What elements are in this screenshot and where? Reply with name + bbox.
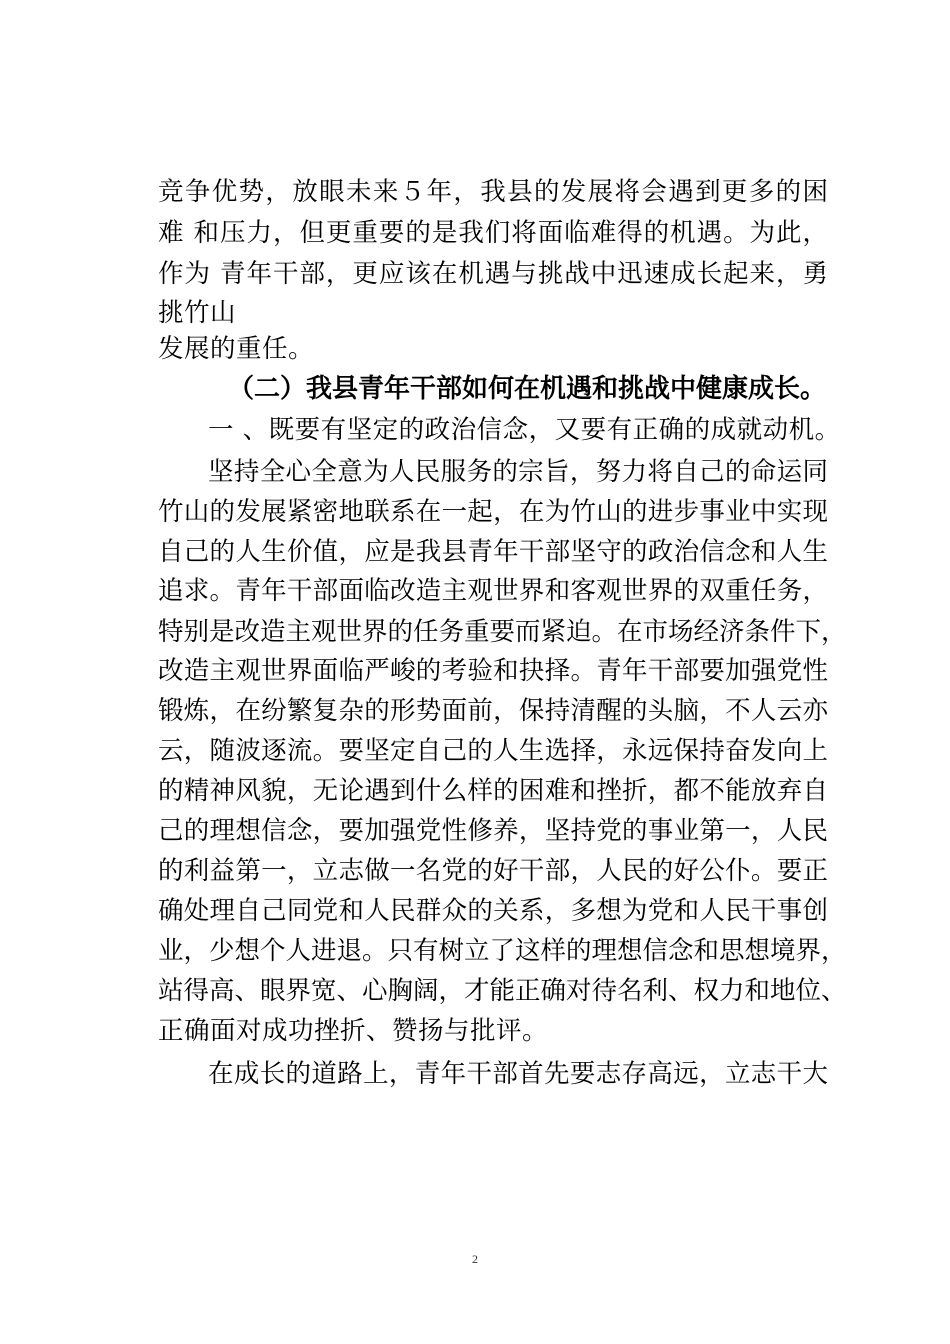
body-text-line: 追求。青年干部面临改造主观世界和客观世界的双重任务，	[158, 576, 828, 606]
body-text-line: 在成长的道路上，青年干部首先要志存高远，立志干大	[208, 1059, 828, 1089]
body-text-line: 难 和压力，但更重要的是我们将面临难得的机遇。为此，	[158, 218, 828, 248]
body-text-line: 发展的重任。	[158, 334, 315, 364]
body-text-line: 竹山的发展紧密地联系在一起，在为竹山的进步事业中实现	[158, 497, 828, 527]
body-text-line: 的利益第一，立志做一名党的好干部，人民的好公仆。要正	[158, 856, 828, 886]
body-text-line: 己的理想信念，要加强党性修养，坚持党的事业第一，人民	[158, 816, 828, 846]
body-text-line: 挑竹山	[158, 298, 237, 328]
body-text-line: 改造主观世界面临严峻的考验和抉择。青年干部要加强党性	[158, 656, 828, 686]
body-text-line: 锻炼，在纷繁复杂的形势面前，保持清醒的头脑，不人云亦	[158, 696, 828, 726]
body-text-line: 特别是改造主观世界的任务重要而紧迫。在市场经济条件下，	[158, 617, 847, 647]
section-heading: （二）我县青年干部如何在机遇和挑战中健康成长。	[228, 374, 827, 404]
subsection-heading: 一 、既要有坚定的政治信念，又要有正确的成就动机。	[208, 415, 841, 445]
body-text-line: 业，少想个人进退。只有树立了这样的理想信念和思想境界，	[158, 936, 847, 966]
page-number: 2	[472, 1252, 478, 1266]
body-text-line: 作为 青年干部，更应该在机遇与挑战中迅速成长起来，勇	[158, 259, 828, 289]
body-text-line: 云，随波逐流。要坚定自己的人生选择，永远保持奋发向上	[158, 736, 828, 766]
body-text-line: 正确面对成功挫折、赞扬与批评。	[158, 1016, 549, 1046]
body-text-line: 站得高、眼界宽、心胸阔，才能正确对待名利、权力和地位、	[158, 976, 847, 1006]
body-text-line: 自己的人生价值，应是我县青年干部坚守的政治信念和人生	[158, 537, 828, 567]
body-text-line: 坚持全心全意为人民服务的宗旨，努力将自己的命运同	[208, 457, 828, 487]
body-text-line: 的精神风貌，无论遇到什么样的困难和挫折，都不能放弃自	[158, 776, 828, 806]
body-text-line: 确处理自己同党和人民群众的关系，多想为党和人民干事创	[158, 896, 828, 926]
body-text-line: 竞争优势，放眼未来５年，我县的发展将会遇到更多的困	[158, 177, 828, 207]
